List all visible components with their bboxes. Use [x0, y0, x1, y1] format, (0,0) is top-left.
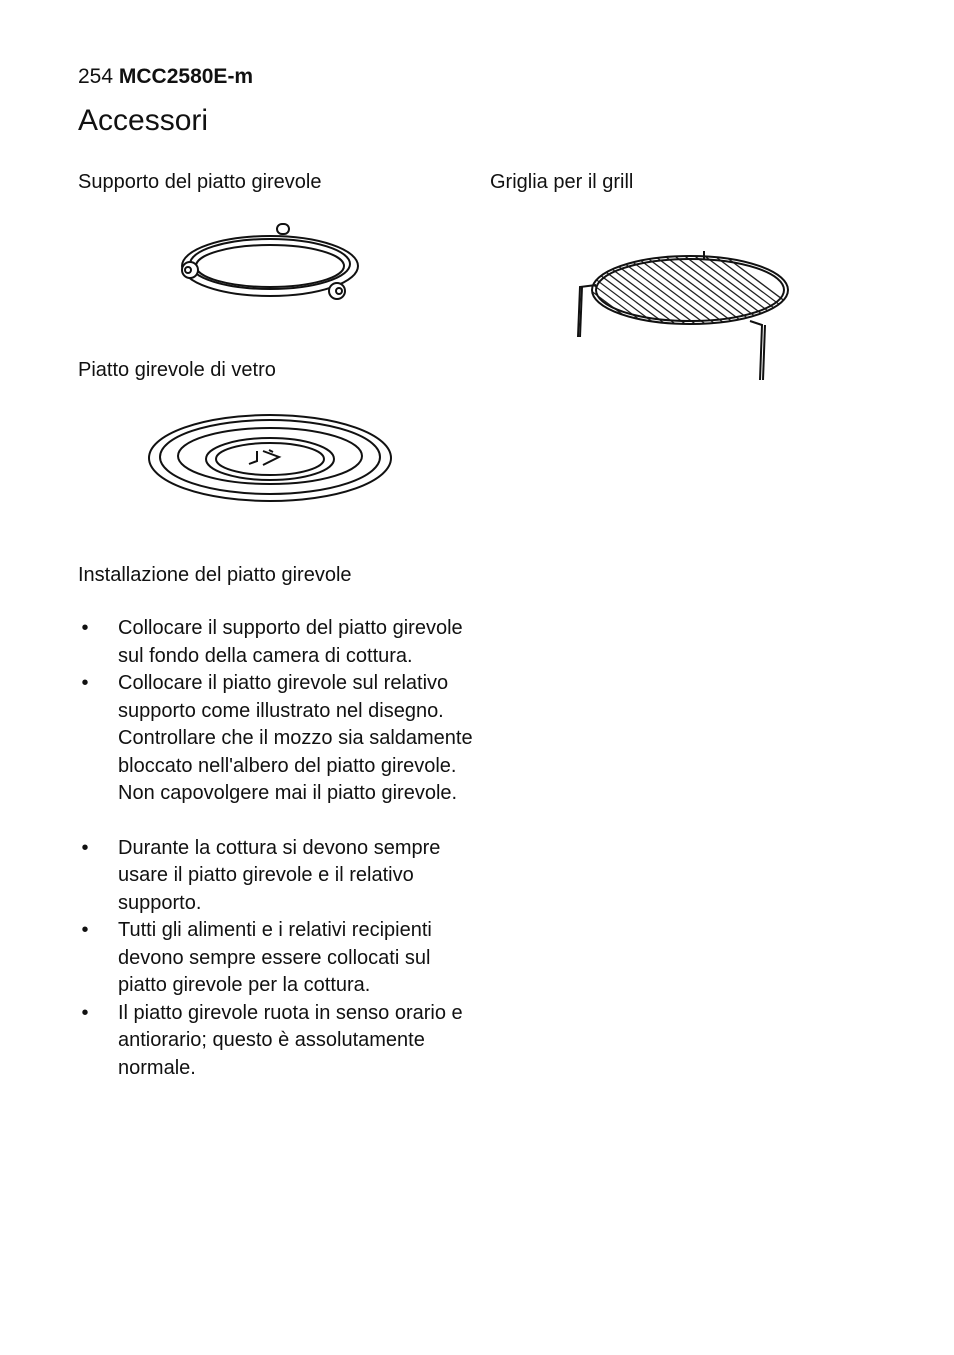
- page-number: 254: [78, 65, 114, 88]
- list-item: [78, 917, 478, 1000]
- list-item-text: Tutti gli alimenti e i relativi recipienti devono sempre essere collocati sul piatto girevole per la cottura.: [118, 919, 432, 996]
- glass-tray-caption: Piatto girevole di vetro: [78, 359, 276, 381]
- bullet-icon: •: [81, 836, 89, 859]
- list-item-text: Il piatto girevole ruota in senso orario e antiorario; questo è assolutamente normale.: [118, 1001, 463, 1079]
- glass-tray-illustration: [145, 408, 395, 508]
- list-item: [78, 1000, 478, 1083]
- installation-steps-list: [78, 615, 478, 1082]
- list-item: [78, 835, 478, 918]
- page-header: [78, 63, 253, 91]
- model-name: MCC2580E-m: [118, 65, 254, 88]
- page-title: Accessori: [78, 104, 209, 137]
- bullet-icon: •: [81, 919, 89, 941]
- bullet-icon: •: [81, 1001, 89, 1024]
- list-item-text: Collocare il supporto del piatto girevole sul fondo della camera di cottura.: [118, 617, 463, 667]
- bullet-icon: •: [81, 617, 89, 639]
- grill-rack-caption: Griglia per il grill: [490, 171, 634, 193]
- list-item: [78, 615, 478, 670]
- roller-ring-illustration: [175, 218, 365, 308]
- installation-heading: Installazione del piatto girevole: [78, 564, 352, 586]
- grill-rack-illustration: [570, 245, 800, 385]
- list-item-text: Durante la cottura si devono sempre usare il piatto girevole e il relativo supporto.: [118, 836, 441, 914]
- list-item-text: Collocare il piatto girevole sul relativo supporto come illustrato nel disegno. Controllare che il mozzo sia saldamente bloccato nell'albero del piatto girevole. Non capovolgere mai il piatto girevole.: [118, 672, 473, 804]
- roller-ring-caption: Supporto del piatto girevole: [78, 171, 322, 193]
- bullet-icon: •: [81, 672, 89, 694]
- list-item: [78, 670, 478, 808]
